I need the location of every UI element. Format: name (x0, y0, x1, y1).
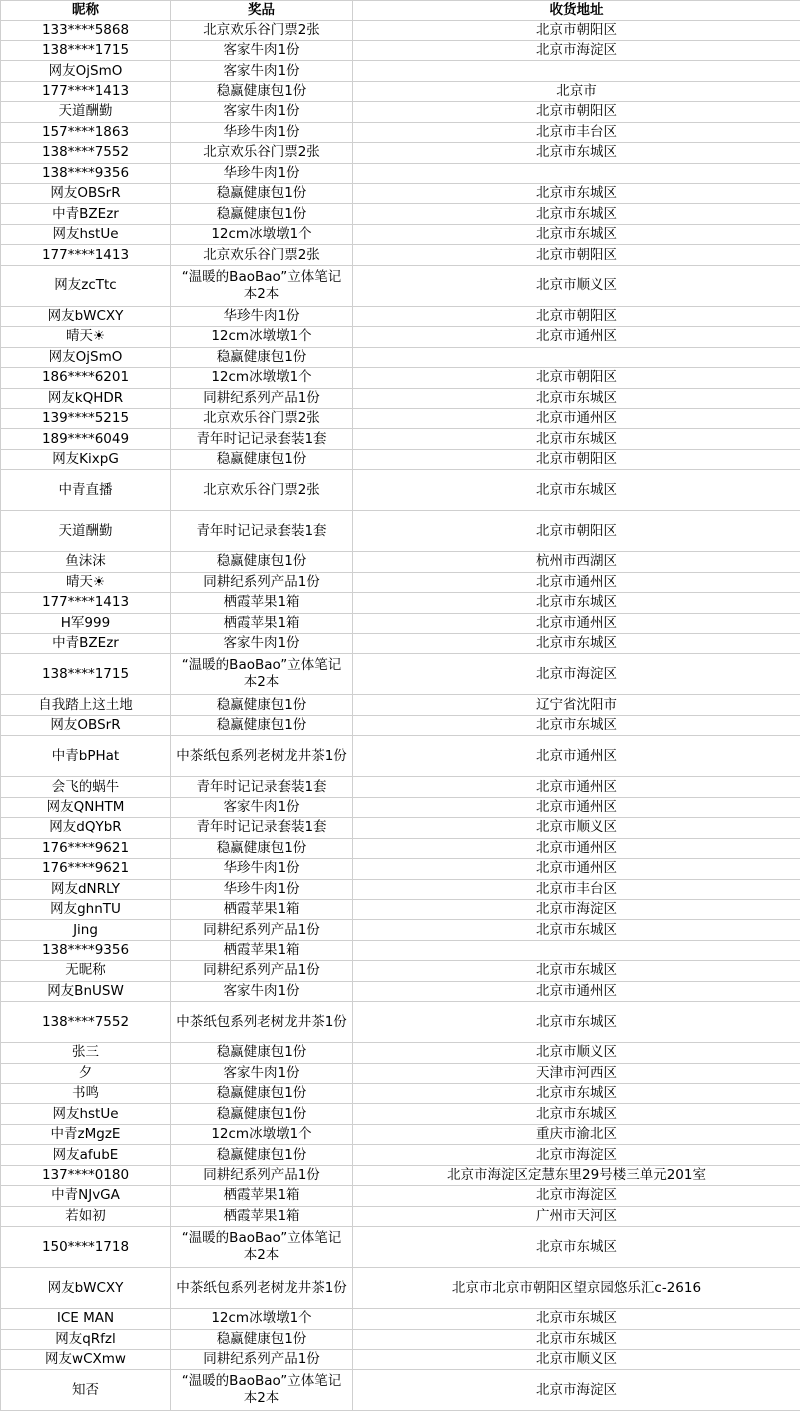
table-row (1, 818, 800, 838)
cell-address: 北京市东城区 (353, 1084, 800, 1104)
table-row (1, 327, 800, 347)
cell-address: 北京市海淀区 (353, 1370, 800, 1411)
cell-prize: 客家牛肉1份 (171, 634, 353, 654)
cell-prize: 华珍牛肉1份 (171, 859, 353, 879)
cell-address: 北京市通州区 (353, 859, 800, 879)
cell-nickname: 138****7552 (1, 1002, 171, 1043)
cell-prize: 北京欢乐谷门票2张 (171, 20, 353, 40)
cell-prize: 客家牛肉1份 (171, 102, 353, 122)
cell-address: 北京市东城区 (353, 634, 800, 654)
cell-address: 北京市朝阳区 (353, 306, 800, 326)
cell-nickname: 138****7552 (1, 143, 171, 163)
cell-nickname: 晴天☀ (1, 327, 171, 347)
cell-prize: 栖霞苹果1箱 (171, 899, 353, 919)
cell-nickname: 138****9356 (1, 163, 171, 183)
cell-address: 北京市海淀区 (353, 654, 800, 695)
table-row (1, 859, 800, 879)
cell-address: 北京市通州区 (353, 613, 800, 633)
cell-prize: “温暖的BaoBao”立体笔记本2本 (171, 265, 353, 306)
cell-address: 北京市 (353, 81, 800, 101)
cell-nickname: 138****1715 (1, 40, 171, 60)
cell-prize: 客家牛肉1份 (171, 981, 353, 1001)
cell-address: 北京市东城区 (353, 429, 800, 449)
cell-address: 杭州市西湖区 (353, 552, 800, 572)
cell-nickname: 夕 (1, 1063, 171, 1083)
table-row (1, 1104, 800, 1124)
cell-address: 北京市丰台区 (353, 879, 800, 899)
cell-address: 北京市顺义区 (353, 265, 800, 306)
cell-prize: 12cm冰墩墩1个 (171, 327, 353, 347)
cell-prize: “温暖的BaoBao”立体笔记本2本 (171, 654, 353, 695)
cell-nickname: 中青bPHat (1, 736, 171, 777)
cell-prize: 稳赢健康包1份 (171, 715, 353, 735)
table-row (1, 1329, 800, 1349)
cell-prize: 同耕纪系列产品1份 (171, 1165, 353, 1185)
table-row (1, 347, 800, 367)
table-row (1, 736, 800, 777)
cell-nickname: 138****1715 (1, 654, 171, 695)
cell-address: 北京市东城区 (353, 470, 800, 511)
cell-nickname: 网友QNHTM (1, 797, 171, 817)
cell-prize: 客家牛肉1份 (171, 40, 353, 60)
cell-nickname: 网友OjSmO (1, 347, 171, 367)
cell-prize: 稳赢健康包1份 (171, 1084, 353, 1104)
table-row (1, 1084, 800, 1104)
cell-nickname: 网友wCXmw (1, 1349, 171, 1369)
cell-nickname: 网友bWCXY (1, 306, 171, 326)
cell-nickname: 157****1863 (1, 122, 171, 142)
cell-prize: 12cm冰墩墩1个 (171, 224, 353, 244)
table-row (1, 388, 800, 408)
cell-prize: 12cm冰墩墩1个 (171, 368, 353, 388)
table-row (1, 838, 800, 858)
cell-prize: 同耕纪系列产品1份 (171, 1349, 353, 1369)
header-row (1, 0, 800, 20)
table-row (1, 224, 800, 244)
cell-nickname: 网友hstUe (1, 224, 171, 244)
table-row (1, 777, 800, 797)
cell-address: 北京市通州区 (353, 327, 800, 347)
cell-address: 北京市朝阳区 (353, 511, 800, 552)
table-row (1, 654, 800, 695)
cell-prize: 同耕纪系列产品1份 (171, 961, 353, 981)
table-row (1, 634, 800, 654)
cell-address: 北京市北京市朝阳区望京园悠乐汇c-2616 (353, 1268, 800, 1309)
table-row (1, 899, 800, 919)
cell-nickname: 知否 (1, 1370, 171, 1411)
table-row (1, 1227, 800, 1268)
table-row (1, 102, 800, 122)
table-row (1, 715, 800, 735)
cell-address: 北京市通州区 (353, 797, 800, 817)
cell-address: 北京市东城区 (353, 1309, 800, 1329)
cell-address: 北京市顺义区 (353, 1349, 800, 1369)
cell-nickname: 中青NJvGA (1, 1186, 171, 1206)
cell-nickname: 176****9621 (1, 859, 171, 879)
cell-prize: 同耕纪系列产品1份 (171, 388, 353, 408)
table-row (1, 1370, 800, 1411)
header-prize: 奖品 (171, 0, 353, 20)
cell-nickname: ICE MAN (1, 1309, 171, 1329)
cell-address: 北京市海淀区 (353, 899, 800, 919)
table-row (1, 245, 800, 265)
cell-address: 北京市顺义区 (353, 818, 800, 838)
cell-prize: 稳赢健康包1份 (171, 204, 353, 224)
cell-address (353, 347, 800, 367)
cell-nickname: 网友hstUe (1, 1104, 171, 1124)
cell-nickname: 177****1413 (1, 593, 171, 613)
cell-nickname: 网友qRfzl (1, 1329, 171, 1349)
cell-prize: 稳赢健康包1份 (171, 552, 353, 572)
table-row (1, 184, 800, 204)
table-row (1, 981, 800, 1001)
cell-address: 北京市东城区 (353, 143, 800, 163)
cell-address: 北京市东城区 (353, 1104, 800, 1124)
cell-prize: 华珍牛肉1份 (171, 163, 353, 183)
table-row (1, 572, 800, 592)
cell-address: 重庆市渝北区 (353, 1124, 800, 1144)
cell-nickname: 网友dNRLY (1, 879, 171, 899)
cell-address: 北京市海淀区 (353, 1186, 800, 1206)
cell-prize: 栖霞苹果1箱 (171, 593, 353, 613)
table-row (1, 40, 800, 60)
cell-nickname: 网友OBSrR (1, 715, 171, 735)
cell-address (353, 940, 800, 960)
cell-address: 北京市东城区 (353, 184, 800, 204)
cell-address: 北京市东城区 (353, 593, 800, 613)
table-row (1, 695, 800, 715)
cell-prize: 青年时记记录套装1套 (171, 777, 353, 797)
table-row (1, 1349, 800, 1369)
cell-prize: 稳赢健康包1份 (171, 1145, 353, 1165)
table-row (1, 204, 800, 224)
cell-address: 北京市东城区 (353, 1329, 800, 1349)
cell-prize: 稳赢健康包1份 (171, 1043, 353, 1063)
table-row (1, 961, 800, 981)
table-row (1, 1124, 800, 1144)
cell-nickname: H军999 (1, 613, 171, 633)
cell-nickname: 网友bWCXY (1, 1268, 171, 1309)
table-row (1, 879, 800, 899)
cell-prize: 北京欢乐谷门票2张 (171, 245, 353, 265)
table-row (1, 1186, 800, 1206)
cell-nickname: 186****6201 (1, 368, 171, 388)
cell-nickname: 晴天☀ (1, 572, 171, 592)
cell-nickname: 网友ghnTU (1, 899, 171, 919)
cell-prize: 客家牛肉1份 (171, 797, 353, 817)
cell-prize: “温暖的BaoBao”立体笔记本2本 (171, 1227, 353, 1268)
table-row (1, 143, 800, 163)
cell-prize: 同耕纪系列产品1份 (171, 920, 353, 940)
cell-prize: 12cm冰墩墩1个 (171, 1124, 353, 1144)
cell-address: 北京市东城区 (353, 1002, 800, 1043)
cell-address: 北京市朝阳区 (353, 102, 800, 122)
cell-nickname: 中青直播 (1, 470, 171, 511)
cell-address: 天津市河西区 (353, 1063, 800, 1083)
cell-address: 北京市通州区 (353, 777, 800, 797)
cell-prize: 稳赢健康包1份 (171, 695, 353, 715)
cell-address: 北京市顺义区 (353, 1043, 800, 1063)
table-row (1, 449, 800, 469)
cell-nickname: 189****6049 (1, 429, 171, 449)
table-row (1, 470, 800, 511)
table-body (1, 20, 800, 1411)
cell-prize: 同耕纪系列产品1份 (171, 572, 353, 592)
cell-address: 北京市通州区 (353, 572, 800, 592)
cell-address (353, 61, 800, 81)
table-row (1, 940, 800, 960)
cell-nickname: 网友kQHDR (1, 388, 171, 408)
cell-address (353, 163, 800, 183)
table-row (1, 408, 800, 428)
cell-prize: 稳赢健康包1份 (171, 81, 353, 101)
cell-prize: 青年时记记录套装1套 (171, 511, 353, 552)
header-address: 收货地址 (353, 0, 800, 20)
cell-address: 辽宁省沈阳市 (353, 695, 800, 715)
cell-prize: 栖霞苹果1箱 (171, 1206, 353, 1226)
cell-nickname: 网友BnUSW (1, 981, 171, 1001)
table-row (1, 81, 800, 101)
cell-nickname: 网友dQYbR (1, 818, 171, 838)
table-row (1, 306, 800, 326)
cell-nickname: 150****1718 (1, 1227, 171, 1268)
table-row (1, 1145, 800, 1165)
cell-prize: 客家牛肉1份 (171, 61, 353, 81)
cell-prize: 青年时记记录套装1套 (171, 818, 353, 838)
cell-address: 北京市朝阳区 (353, 449, 800, 469)
cell-address: 北京市通州区 (353, 408, 800, 428)
cell-nickname: 177****1413 (1, 81, 171, 101)
cell-nickname: 无昵称 (1, 961, 171, 981)
cell-nickname: 天道酬勤 (1, 102, 171, 122)
table-row (1, 20, 800, 40)
cell-address: 北京市东城区 (353, 961, 800, 981)
table-row (1, 593, 800, 613)
cell-nickname: 176****9621 (1, 838, 171, 858)
cell-nickname: 133****5868 (1, 20, 171, 40)
cell-prize: 稳赢健康包1份 (171, 449, 353, 469)
cell-address: 北京市东城区 (353, 204, 800, 224)
table-row (1, 1268, 800, 1309)
cell-nickname: 中青BZEzr (1, 204, 171, 224)
table-row (1, 368, 800, 388)
cell-prize: 青年时记记录套装1套 (171, 429, 353, 449)
table-row (1, 122, 800, 142)
header-nickname: 昵称 (1, 0, 171, 20)
table-row (1, 1002, 800, 1043)
table-row (1, 1043, 800, 1063)
table-row (1, 920, 800, 940)
cell-address: 北京市通州区 (353, 736, 800, 777)
table-row (1, 1309, 800, 1329)
table-row (1, 265, 800, 306)
table-row (1, 552, 800, 572)
cell-prize: 中茶纸包系列老树龙井茶1份 (171, 1002, 353, 1043)
cell-nickname: 中青zMgzE (1, 1124, 171, 1144)
cell-address: 北京市海淀区 (353, 40, 800, 60)
cell-nickname: 138****9356 (1, 940, 171, 960)
cell-prize: 栖霞苹果1箱 (171, 613, 353, 633)
cell-nickname: 177****1413 (1, 245, 171, 265)
cell-nickname: 网友OBSrR (1, 184, 171, 204)
cell-prize: 稳赢健康包1份 (171, 184, 353, 204)
cell-prize: 栖霞苹果1箱 (171, 940, 353, 960)
cell-address: 北京市朝阳区 (353, 368, 800, 388)
cell-address: 北京市通州区 (353, 838, 800, 858)
cell-prize: 栖霞苹果1箱 (171, 1186, 353, 1206)
cell-address: 北京市东城区 (353, 224, 800, 244)
cell-nickname: 鱼沫沫 (1, 552, 171, 572)
cell-address: 北京市东城区 (353, 715, 800, 735)
cell-prize: 稳赢健康包1份 (171, 1104, 353, 1124)
cell-address: 北京市海淀区定慧东里29号楼三单元201室 (353, 1165, 800, 1185)
cell-nickname: 网友OjSmO (1, 61, 171, 81)
cell-nickname: 书鸣 (1, 1084, 171, 1104)
cell-prize: 北京欢乐谷门票2张 (171, 408, 353, 428)
cell-address: 北京市朝阳区 (353, 20, 800, 40)
cell-nickname: 天道酬勤 (1, 511, 171, 552)
cell-prize: 稳赢健康包1份 (171, 1329, 353, 1349)
cell-prize: 稳赢健康包1份 (171, 838, 353, 858)
cell-nickname: 网友zcTtc (1, 265, 171, 306)
cell-prize: 中茶纸包系列老树龙井茶1份 (171, 1268, 353, 1309)
table-row (1, 511, 800, 552)
cell-nickname: 若如初 (1, 1206, 171, 1226)
cell-nickname: 中青BZEzr (1, 634, 171, 654)
cell-nickname: 自我踏上这土地 (1, 695, 171, 715)
table-row (1, 797, 800, 817)
cell-address: 北京市朝阳区 (353, 245, 800, 265)
cell-address: 北京市丰台区 (353, 122, 800, 142)
cell-address: 北京市海淀区 (353, 1145, 800, 1165)
table-row (1, 429, 800, 449)
cell-prize: 华珍牛肉1份 (171, 306, 353, 326)
cell-prize: 稳赢健康包1份 (171, 347, 353, 367)
cell-prize: “温暖的BaoBao”立体笔记本2本 (171, 1370, 353, 1411)
cell-nickname: 网友afubE (1, 1145, 171, 1165)
cell-address: 北京市东城区 (353, 920, 800, 940)
table-row (1, 1063, 800, 1083)
table-row (1, 1206, 800, 1226)
cell-prize: 12cm冰墩墩1个 (171, 1309, 353, 1329)
cell-nickname: 139****5215 (1, 408, 171, 428)
cell-prize: 北京欢乐谷门票2张 (171, 143, 353, 163)
cell-nickname: Jing (1, 920, 171, 940)
table-row (1, 61, 800, 81)
cell-nickname: 网友KixpG (1, 449, 171, 469)
cell-prize: 北京欢乐谷门票2张 (171, 470, 353, 511)
cell-prize: 华珍牛肉1份 (171, 879, 353, 899)
table-row (1, 613, 800, 633)
cell-nickname: 会飞的蜗牛 (1, 777, 171, 797)
table-row (1, 1165, 800, 1185)
cell-address: 广州市天河区 (353, 1206, 800, 1226)
table-row (1, 163, 800, 183)
cell-nickname: 137****0180 (1, 1165, 171, 1185)
cell-prize: 华珍牛肉1份 (171, 122, 353, 142)
cell-nickname: 张三 (1, 1043, 171, 1063)
cell-prize: 中茶纸包系列老树龙井茶1份 (171, 736, 353, 777)
cell-address: 北京市东城区 (353, 1227, 800, 1268)
cell-prize: 客家牛肉1份 (171, 1063, 353, 1083)
cell-address: 北京市东城区 (353, 388, 800, 408)
cell-address: 北京市通州区 (353, 981, 800, 1001)
